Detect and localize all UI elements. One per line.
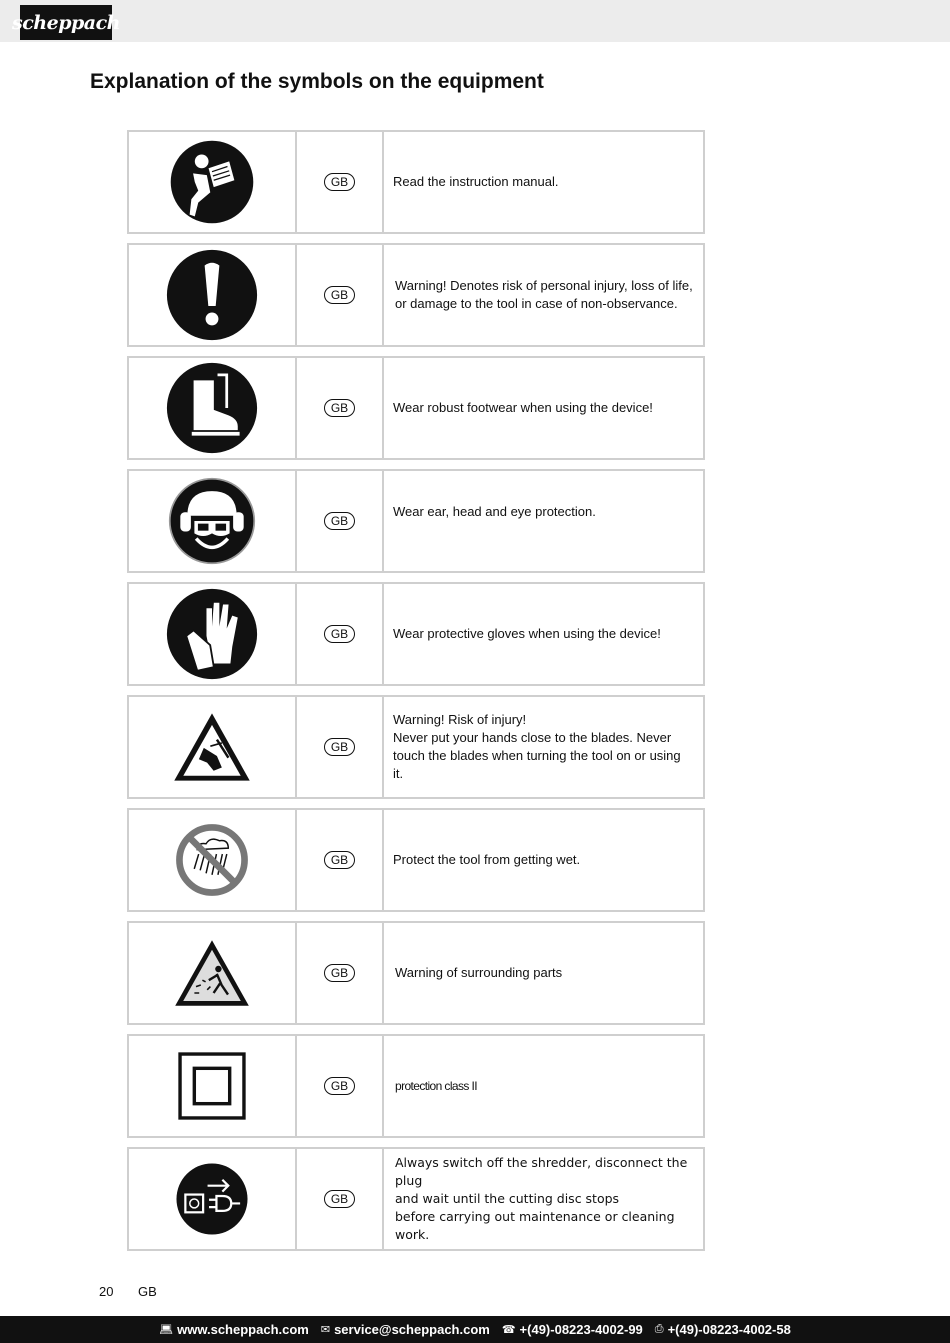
computer-icon: 💻︎ [159, 1324, 174, 1336]
footer-phone [502, 1322, 643, 1337]
footer-fax [655, 1322, 791, 1337]
language-badge: GB [324, 625, 355, 643]
brand-logo: scheppach [20, 5, 112, 40]
symbol-description: Read the instruction manual. [393, 174, 559, 189]
page-title: Explanation of the symbols on the equipment [90, 70, 544, 93]
footer-fax-text: +(49)-08223-4002-58 [667, 1322, 791, 1337]
language-badge: GB [324, 851, 355, 869]
symbol-row [127, 1034, 705, 1138]
protective-gloves-icon [166, 588, 258, 680]
footer-email-text: service@scheppach.com [334, 1322, 490, 1337]
language-badge: GB [324, 286, 355, 304]
symbol-description: protection class II [395, 1079, 477, 1093]
symbol-row [127, 921, 705, 1025]
read-manual-icon [169, 139, 255, 225]
flying-parts-warning-icon [172, 937, 252, 1009]
language-badge: GB [324, 1077, 355, 1095]
envelope-icon: ✉ [320, 1324, 331, 1336]
symbol-row [127, 130, 705, 234]
page-number: 20 [99, 1284, 114, 1299]
safety-boot-icon [166, 362, 258, 454]
footer-website-text: www.scheppach.com [177, 1322, 309, 1337]
symbol-description: Protect the tool from getting wet. [393, 852, 581, 867]
footer-email[interactable] [321, 1322, 490, 1337]
symbol-row [127, 808, 705, 912]
symbol-description: Warning of surrounding parts [395, 965, 563, 980]
symbol-row [127, 1147, 705, 1251]
language-badge: GB [324, 738, 355, 756]
phone-icon: ☎ [501, 1324, 516, 1336]
language-badge: GB [324, 1190, 355, 1208]
fax-icon: ⎙ [654, 1323, 664, 1335]
symbol-description: Warning! Denotes risk of personal injury, loss of life, or damage to the tool in case of non-observance. [395, 278, 693, 311]
unplug-before-maintenance-icon [175, 1162, 249, 1236]
symbol-row [127, 695, 705, 799]
symbol-row [127, 356, 705, 460]
language-badge: GB [324, 399, 355, 417]
symbol-description: Wear robust footwear when using the device! [393, 400, 653, 415]
ear-head-eye-protection-icon [168, 477, 256, 565]
language-badge: GB [324, 173, 355, 191]
warning-exclamation-icon [166, 249, 258, 341]
symbol-row [127, 582, 705, 686]
language-badge: GB [324, 964, 355, 982]
symbol-row [127, 243, 705, 347]
symbol-description: Wear protective gloves when using the device! [393, 626, 661, 641]
footer-phone-text: +(49)-08223-4002-99 [519, 1322, 643, 1337]
no-rain-icon [175, 823, 249, 897]
footer-website[interactable] [159, 1322, 309, 1337]
symbol-description: Warning! Risk of injury! Never put your hands close to the blades. Never touch the blades when turning the tool on or using it. [393, 712, 681, 781]
blade-hazard-icon [171, 710, 253, 784]
page-language: GB [138, 1284, 157, 1299]
protection-class-ii-icon [178, 1052, 246, 1120]
symbol-description: Always switch off the shredder, disconnect the plug and wait until the cutting disc stops before carrying out maintenance or cleaning work. [395, 1155, 688, 1242]
top-bar [0, 0, 950, 42]
footer-bar [0, 1316, 950, 1343]
symbol-description: Wear ear, head and eye protection. [393, 504, 596, 519]
symbol-row [127, 469, 705, 573]
language-badge: GB [324, 512, 355, 530]
